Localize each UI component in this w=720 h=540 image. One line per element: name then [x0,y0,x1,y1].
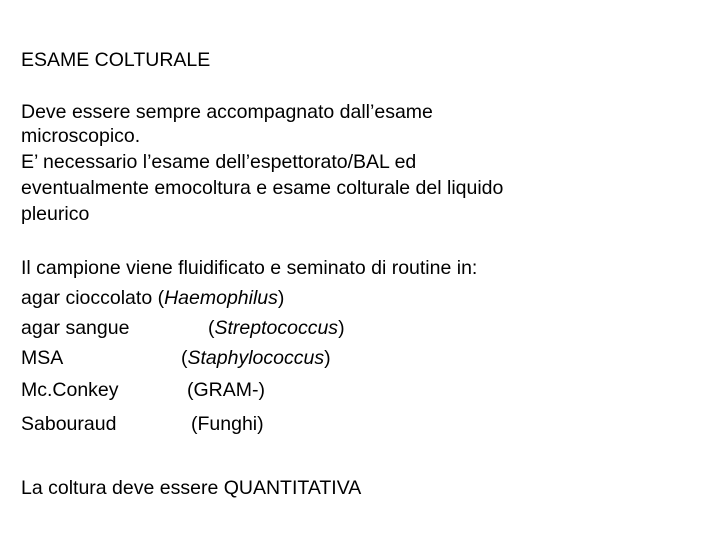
paragraph-1-line-5: pleurico [21,203,90,225]
organism-name: Staphylococcus [187,347,325,369]
conclusion: La coltura deve essere QUANTITATIVA [21,477,362,499]
paragraph-1-line-4: eventualmente emocoltura e esame colturale del liquido [21,177,504,199]
medium-row-sabouraud [21,412,264,436]
medium-name: agar cioccolato [21,287,153,309]
organism-name: Streptococcus [214,317,339,339]
paragraph-1-line-2: microscopico. [21,125,141,147]
organism-label: (Staphylococcus) [181,347,331,369]
routine-intro: Il campione viene fluidificato e seminato di routine in: [21,257,478,279]
medium-row-cioccolato: agar cioccolato (Haemophilus) [21,287,285,309]
organism-label: (Streptococcus) [208,317,345,339]
medium-name: Mc.Conkey [21,379,119,401]
organism-name: Haemophilus [164,287,278,309]
medium-row-sangue [21,316,345,340]
medium-name: agar sangue [21,317,130,339]
organism-label: (GRAM-) [187,379,265,401]
slide-title: ESAME COLTURALE [21,49,211,71]
medium-row-msa [21,346,331,370]
medium-name: MSA [21,347,64,369]
medium-row-mcconkey [21,378,265,402]
paragraph-1-line-1: Deve essere sempre accompagnato dall’esame [21,101,433,123]
organism-label: (Funghi) [191,413,264,435]
medium-name: Sabouraud [21,413,117,435]
paragraph-1-line-3: E’ necessario l’esame dell’espettorato/BAL ed [21,151,417,173]
